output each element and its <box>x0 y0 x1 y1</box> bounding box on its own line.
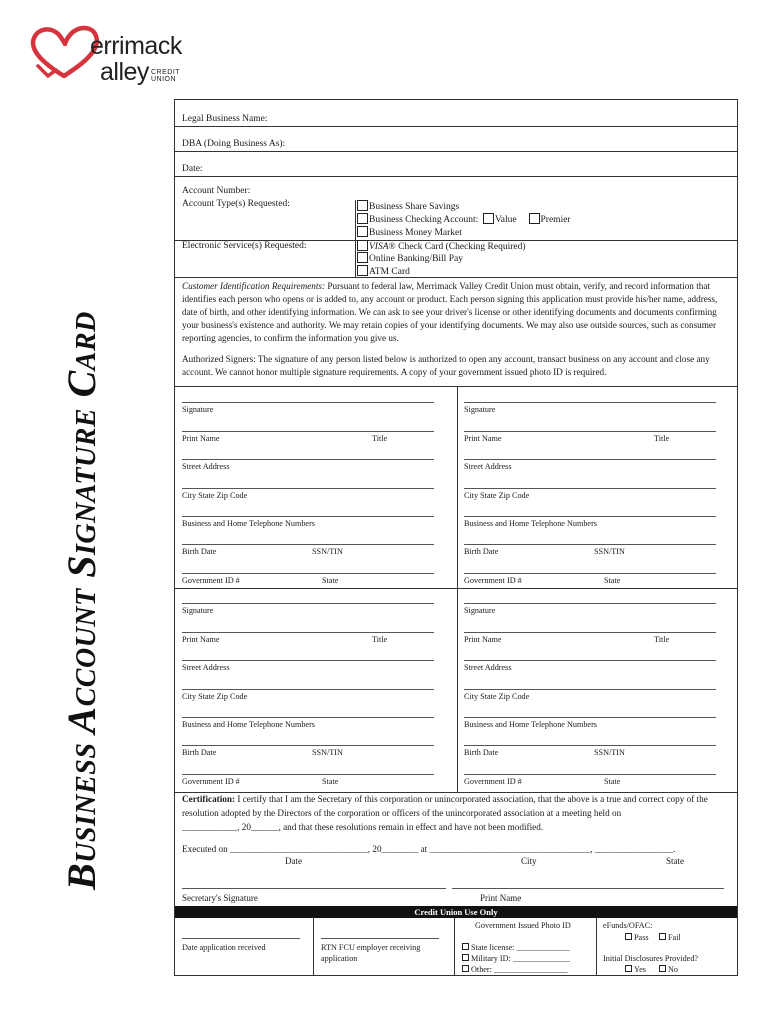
account-types-label: Account Type(s) Requested: <box>182 199 290 209</box>
signer-2-ssn-label: SSN/TIN <box>594 547 625 556</box>
date-received-line[interactable] <box>182 938 300 939</box>
authorized-signers-text: Authorized Signers: The signature of any person listed below is authorized to open any account, transact business on any account and close any account. We cannot honor multiple signature requirements. A copy of your government issued photo ID is required. <box>182 354 710 377</box>
cip-section <box>175 278 737 387</box>
photo-id-label: Government Issued Photo ID <box>475 921 571 930</box>
signer-4-signature-line[interactable] <box>464 603 716 604</box>
credit-union-use-header: Credit Union Use Only <box>175 906 737 918</box>
signer-2-street-label: Street Address <box>464 462 512 471</box>
value-checkbox[interactable] <box>483 213 494 224</box>
secretary-signature-label: Secretary's Signature <box>182 893 258 903</box>
visa-checkbox[interactable] <box>357 240 368 251</box>
efunds-label: eFunds/OFAC: <box>603 921 653 930</box>
signer-4-print-name-line[interactable] <box>464 632 716 633</box>
signer-4-signature-label: Signature <box>464 606 496 615</box>
other-id-option[interactable] <box>462 964 568 975</box>
pass-option[interactable] <box>625 932 649 943</box>
signer-2-gov-id-label: Government ID # <box>464 576 522 585</box>
logo-text-valley: alley <box>100 58 149 86</box>
signer-1-birth-line[interactable] <box>182 544 434 545</box>
date-received-label: Date application received <box>182 943 266 952</box>
other-id-checkbox[interactable] <box>462 965 469 972</box>
no-checkbox[interactable] <box>659 965 666 972</box>
signer-1-signature-line[interactable] <box>182 402 434 403</box>
signer-2-state-label: State <box>604 576 621 585</box>
signer-3-signature-label: Signature <box>182 606 214 615</box>
state-license-label: State license: _____________ <box>471 943 570 952</box>
account-number-label: Account Number: <box>182 186 251 196</box>
signer-4-street-line[interactable] <box>464 660 716 661</box>
date-label: Date: <box>182 164 203 174</box>
checking-checkbox[interactable] <box>357 213 368 224</box>
military-id-label: Military ID: ______________ <box>471 954 571 963</box>
signer-1-phones-line[interactable] <box>182 516 434 517</box>
military-id-option[interactable] <box>462 953 570 964</box>
signer-4-city-label: City State Zip Code <box>464 692 530 701</box>
signer-4-birth-line[interactable] <box>464 745 716 746</box>
atm-checkbox[interactable] <box>357 265 368 276</box>
signer-2-city-label: City State Zip Code <box>464 491 530 500</box>
fail-option[interactable] <box>659 932 681 943</box>
certification-heading: Certification: <box>182 794 236 804</box>
option-checking[interactable] <box>357 213 571 225</box>
pass-checkbox[interactable] <box>625 933 632 940</box>
legal-name-label: Legal Business Name: <box>182 114 268 124</box>
cip-text <box>182 280 729 345</box>
signer-3-city-line[interactable] <box>182 689 434 690</box>
state-license-checkbox[interactable] <box>462 943 469 950</box>
signer-3-signature-line[interactable] <box>182 603 434 604</box>
signer-1-street-label: Street Address <box>182 462 230 471</box>
signature-card-form <box>174 99 738 976</box>
signer-3-block <box>175 588 457 789</box>
signer-1-print-name-label: Print Name <box>182 434 220 443</box>
signer-2-city-line[interactable] <box>464 488 716 489</box>
dba-label: DBA (Doing Business As): <box>182 139 286 149</box>
signer-4-street-label: Street Address <box>464 663 512 672</box>
dba-row[interactable] <box>175 127 737 152</box>
services-row <box>175 241 737 278</box>
cu-divider-2 <box>454 918 455 976</box>
signer-1-print-name-line[interactable] <box>182 431 434 432</box>
yes-checkbox[interactable] <box>625 965 632 972</box>
cu-divider-1 <box>313 918 314 976</box>
signer-2-phones-line[interactable] <box>464 516 716 517</box>
signer-4-gov-id-line[interactable] <box>464 774 716 775</box>
checking-label: Business Checking Account: <box>369 215 479 225</box>
signer-2-birth-label: Birth Date <box>464 547 499 556</box>
state-license-option[interactable] <box>462 942 570 953</box>
visa-label: ® Check Card (Checking Required) <box>388 242 526 252</box>
signer-3-phones-line[interactable] <box>182 717 434 718</box>
atm-label: ATM Card <box>369 267 410 277</box>
logo-text-credit-union: CREDIT UNION <box>151 69 180 83</box>
account-row <box>175 177 737 241</box>
signer-3-print-name-line[interactable] <box>182 632 434 633</box>
signer-1-block <box>175 387 457 588</box>
date-row[interactable] <box>175 152 737 177</box>
signer-1-ssn-label: SSN/TIN <box>312 547 343 556</box>
signer-1-signature-label: Signature <box>182 405 214 414</box>
secretary-print-name-line[interactable] <box>452 888 724 889</box>
disclosures-label: Initial Disclosures Provided? <box>603 954 699 963</box>
value-label: Value <box>495 215 517 225</box>
option-money-market[interactable] <box>357 226 462 238</box>
no-label: No <box>668 965 679 974</box>
share-savings-checkbox[interactable] <box>357 200 368 211</box>
signer-4-phones-line[interactable] <box>464 717 716 718</box>
signer-1-gov-id-line[interactable] <box>182 573 434 574</box>
signer-3-phones-label: Business and Home Telephone Numbers <box>182 720 315 729</box>
signer-2-title-label: Title <box>654 434 670 443</box>
signer-3-street-label: Street Address <box>182 663 230 672</box>
services-divider <box>355 241 356 277</box>
signer-3-ssn-label: SSN/TIN <box>312 748 343 757</box>
yes-label: Yes <box>634 965 646 974</box>
signer-2-signature-line[interactable] <box>464 402 716 403</box>
signer-3-title-label: Title <box>372 635 388 644</box>
cip-body: Pursuant to federal law, Merrimack Valley Credit Union must obtain, verify, and record information that identifies each person who opens or is added to, any account or product. Each person signing this application must provide his/her name, address, date of birth, and other identifying information. We can ask to see your driver's license or other identifying documents and documents confirming your business's existence and authority. We may retain copies of your identifying documents. We may also use outside sources, such as consumer reporting agencies, to confirm the information you give us. <box>182 281 718 343</box>
yes-option[interactable] <box>625 964 646 975</box>
signer-4-birth-label: Birth Date <box>464 748 499 757</box>
signer-3-state-label: State <box>322 777 339 786</box>
secretary-print-name-label: Print Name <box>480 893 522 903</box>
signer-1-city-line[interactable] <box>182 488 434 489</box>
online-banking-label: Online Banking/Bill Pay <box>369 254 463 264</box>
certification-text <box>182 792 729 834</box>
option-visa[interactable] <box>357 240 526 252</box>
certification-body: I certify that I am the Secretary of this corporation or unincorporated association, that the above is a true and correct copy of the resolution adopted by the Directors of the corporation or officers of the unincorporated association at a meeting held on <box>182 794 708 818</box>
signer-3-birth-line[interactable] <box>182 745 434 746</box>
signer-4-city-line[interactable] <box>464 689 716 690</box>
executed-line[interactable]: Executed on ______________________________, 20________ at ___________________________________, _________________. <box>182 844 676 854</box>
signer-1-city-label: City State Zip Code <box>182 491 248 500</box>
signer-1-title-label: Title <box>372 434 388 443</box>
signer-4-state-label: State <box>604 777 621 786</box>
signer-4-block <box>457 588 739 789</box>
employee-line[interactable] <box>321 938 439 939</box>
visa-brand: VISA <box>369 242 389 252</box>
option-atm[interactable] <box>357 265 410 277</box>
signer-1-gov-id-label: Government ID # <box>182 576 240 585</box>
document-title: Business Account Signature Card <box>59 311 104 890</box>
signer-1-street-line[interactable] <box>182 459 434 460</box>
certification-line2: ____________, 20______, and that these resolutions remain in effect and have not been modified. <box>182 822 544 832</box>
fail-checkbox[interactable] <box>659 933 666 940</box>
credit-union-logo <box>30 24 200 86</box>
legal-name-row[interactable] <box>175 100 737 127</box>
executed-state-label: State <box>666 856 684 866</box>
signer-3-city-label: City State Zip Code <box>182 692 248 701</box>
other-id-label: Other: __________________ <box>471 965 568 974</box>
money-market-checkbox[interactable] <box>357 226 368 237</box>
pass-label: Pass <box>634 933 649 942</box>
signer-3-gov-id-line[interactable] <box>182 774 434 775</box>
premier-label: Premier <box>540 215 571 225</box>
signer-4-phones-label: Business and Home Telephone Numbers <box>464 720 597 729</box>
logo-text-merrimack: errimack <box>90 32 182 60</box>
executed-city-label: City <box>521 856 537 866</box>
share-savings-label: Business Share Savings <box>369 202 460 212</box>
signer-2-phones-label: Business and Home Telephone Numbers <box>464 519 597 528</box>
option-share-savings[interactable] <box>357 200 459 212</box>
online-banking-checkbox[interactable] <box>357 252 368 263</box>
fail-label: Fail <box>668 933 681 942</box>
signer-2-block <box>457 387 739 588</box>
signer-4-print-name-label: Print Name <box>464 635 502 644</box>
signer-3-gov-id-label: Government ID # <box>182 777 240 786</box>
secretary-signature-line[interactable] <box>182 888 446 889</box>
signer-2-gov-id-line[interactable] <box>464 573 716 574</box>
money-market-label: Business Money Market <box>369 228 462 238</box>
no-option[interactable] <box>659 964 678 975</box>
cip-heading: Customer Identification Requirements: <box>182 281 326 291</box>
account-divider <box>355 200 356 240</box>
signer-4-ssn-label: SSN/TIN <box>594 748 625 757</box>
option-online-banking[interactable] <box>357 252 463 264</box>
cu-divider-3 <box>596 918 597 976</box>
signer-1-phones-label: Business and Home Telephone Numbers <box>182 519 315 528</box>
services-label: Electronic Service(s) Requested: <box>182 241 307 251</box>
signer-4-gov-id-label: Government ID # <box>464 777 522 786</box>
signer-3-birth-label: Birth Date <box>182 748 217 757</box>
premier-checkbox[interactable] <box>529 213 540 224</box>
signer-1-birth-label: Birth Date <box>182 547 217 556</box>
signer-4-title-label: Title <box>654 635 670 644</box>
signer-3-street-line[interactable] <box>182 660 434 661</box>
signer-1-state-label: State <box>322 576 339 585</box>
executed-date-label: Date <box>285 856 302 866</box>
signer-2-signature-label: Signature <box>464 405 496 414</box>
signer-2-street-line[interactable] <box>464 459 716 460</box>
signer-3-print-name-label: Print Name <box>182 635 220 644</box>
military-id-checkbox[interactable] <box>462 954 469 961</box>
employee-label: RTN FCU employer receiving application <box>321 943 421 963</box>
signer-2-print-name-line[interactable] <box>464 431 716 432</box>
signer-2-print-name-label: Print Name <box>464 434 502 443</box>
signer-2-birth-line[interactable] <box>464 544 716 545</box>
